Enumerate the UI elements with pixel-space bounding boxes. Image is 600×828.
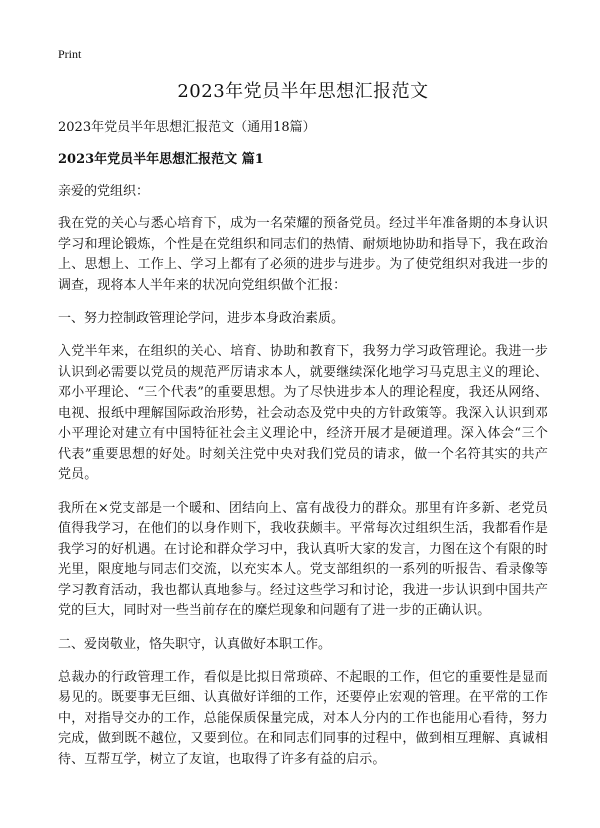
paragraph-intro: 我在党的关心与悉心培育下，成为一名荣耀的预备党员。经过半年准备期的本身认识学习和理论锻炼，个性是在党组织和同志们的热情、耐烦地协助和指导下，我在政治上、思想上、工作上、学习上都有了必须的进步与进步。为了使党组织对我进一步的调查，现将本人半年来的状况向党组织做个汇报： [58,216,548,293]
document-title: 2023年党员半年思想汇报范文 [177,81,429,102]
paragraph-party-branch: 我所在×党支部是一个暖和、团结向上、富有战役力的群众。那里有许多新、老党员值得我学习，在他们的以身作则下，我收获颇丰。平常每次过组织生活，我都看作是我学习的好机遇。在讨论和群众学习中，我认真听大家的发言，力图在这个有限的时光里，限度地与同志们交流，以充实本人。党支部组织的一系列的听报告、看录像等学习教育活动，我也都认真地参与。经过这些学习和讨论，我进一步认识到中国共产党的巨大，同时对一些当前存在的糜烂现象和问题有了进一步的正确认识。 [58,500,548,618]
document-body [58,80,548,783]
point-heading-1: 一、努力控制政管理论学问，进步本身政治素质。 [58,311,345,326]
point-heading-2: 二、爱岗敬业，恪失职守，认真做好本职工作。 [58,636,332,652]
document-subtitle: 2023年党员半年思想汇报范文（通用18篇） [58,120,316,135]
section-heading: 2023年党员半年思想汇报范文 篇1 [58,152,264,167]
greeting: 亲爱的党组织： [58,184,150,199]
paragraph-work-duty: 总裁办的行政管理工作，看似是比拟日常琐碎、不起眼的工作，但它的重要性是显而易见的。既要事无巨细、认真做好详细的工作，还要停止宏观的管理。在平常的工作中，对指导交办的工作，总能保质保量完成，对本人分内的工作也能用心看待，努力完成，做到既不越位，又要到位。在和同志们同事的过程中，做到相互理解、真诚相待、互帮互学，树立了友谊，也取得了许多有益的启示。 [58,669,548,767]
paragraph-theory-study: 入党半年来，在组织的关心、培育、协助和教育下，我努力学习政管理论。我进一步认识到必需要以党员的规范严厉请求本人，就要继续深化地学习马克思主义的理论、邓小平理论、“三个代表”的重要思想。为了尽快进步本人的理论程度，我还从网络、电视、报纸中理解国际政治形势，社会动态及党中央的方针政策等。我深入认识到邓小平理论对建立有中国特征社会主义理论中，经济开展才是硬道理。深入体会“三个代表”重要思想的好处。时刻关注党中央对我们党员的请求，做一个名符其实的共产党员。 [58,344,548,482]
print-link[interactable]: Print [58,47,82,61]
